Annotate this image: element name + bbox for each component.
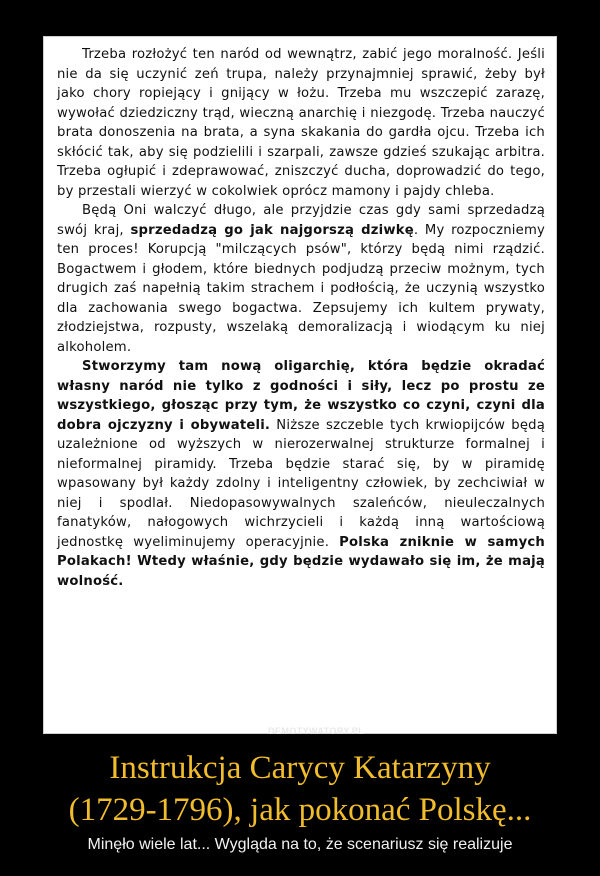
paragraph-3 — [57, 357, 545, 591]
brand-watermark[interactable]: DEMOTYWATORY.PL — [268, 726, 364, 736]
paragraph-2-text-b: . My rozpoczniemy ten proces! Korupcją "milczących psów", którzy będą nimi rządzić. Bogactwem i głodem, które biednych podjudzą przeciw możnym, tych drugich zaś napełnią takim strachem i podłością, że uczynią wszystko dla zachowania swego bogactwa. Zepsujemy ich kultem prywaty, złodziejstwa, rozpusty, wszelaką demoralizacją i wiodącym ku niej alkoholem. — [57, 222, 546, 355]
paragraph-3-text: Niższe szczeble tych krwiopijców będą uzależnione od wyższych w nierozerwalnej strukturze formalnej i nieformalnej piramidy. Trzeba będzie starać się, by w piramidę wpasowany był każdy zdolny i inteligentny człowiek, by zechciwiał w niej i spodlał. Niedopasowywalnych szaleńców, nieuleczalnych fanatyków, nałogowych wichrzycieli i każdą inną wartościową jednostkę wyeliminujemy operacyjnie. — [57, 417, 546, 550]
title-line-1: Instrukcja Carycy Katarzyny — [109, 750, 491, 786]
caption: Minęło wiele lat... Wygląda na to, że scenariusz się realizuje — [87, 836, 513, 853]
paragraph-2-text-a: Będą Oni walczyć długo, ale przyjdzie czas gdy sami sprzedadzą swój kraj, — [57, 203, 545, 238]
paragraph-1 — [57, 45, 545, 201]
title-line-2: (1729-1796), jak pokonać Polskę... — [68, 792, 532, 828]
poster-frame — [43, 36, 557, 734]
paragraph-2 — [57, 201, 545, 357]
paragraph-2-bold: sprzedadzą go jak najgorszą dziwkę — [130, 222, 414, 238]
paragraph-3-bold-end: Polska zniknie w samych Polakach! Wtedy właśnie, gdy będzie wydawało się im, że mają wolność. — [57, 534, 545, 589]
paragraph-1-text: Trzeba rozłożyć ten naród od wewnątrz, zabić jego moralność. Jeśli nie da się uczynić zeń trupa, należy przynajmniej sprawić, żeby był jako chory ropiejący i gnijący w łożu. Trzeba mu wszczepić zarazę, wywołać dziedziczny trąd, wieczną anarchię i niezgodę. Trzeba nauczyć brata donoszenia na brata, a syna skakania do gardła ojcu. Trzeba ich skłócić tak, aby się podzielili i szarpali, zawsze gdzieś szukając arbitra. Trzeba ogłupić i zdeprawować, zniszczyć ducha, doprowadzić do tego, by przestali wierzyć w cokolwiek oprócz mamony i pajdy chleba. — [57, 47, 545, 199]
paragraph-3-bold: Stworzymy tam nową oligarchię, która będzie okradać własny naród nie tylko z godności i siły, lecz po prostu ze wszystkiego, głosząc przy tym, że wszystko co czyni, czyni dla dobra ojczyzny i obywateli. — [57, 359, 545, 433]
poster-text — [57, 45, 545, 721]
